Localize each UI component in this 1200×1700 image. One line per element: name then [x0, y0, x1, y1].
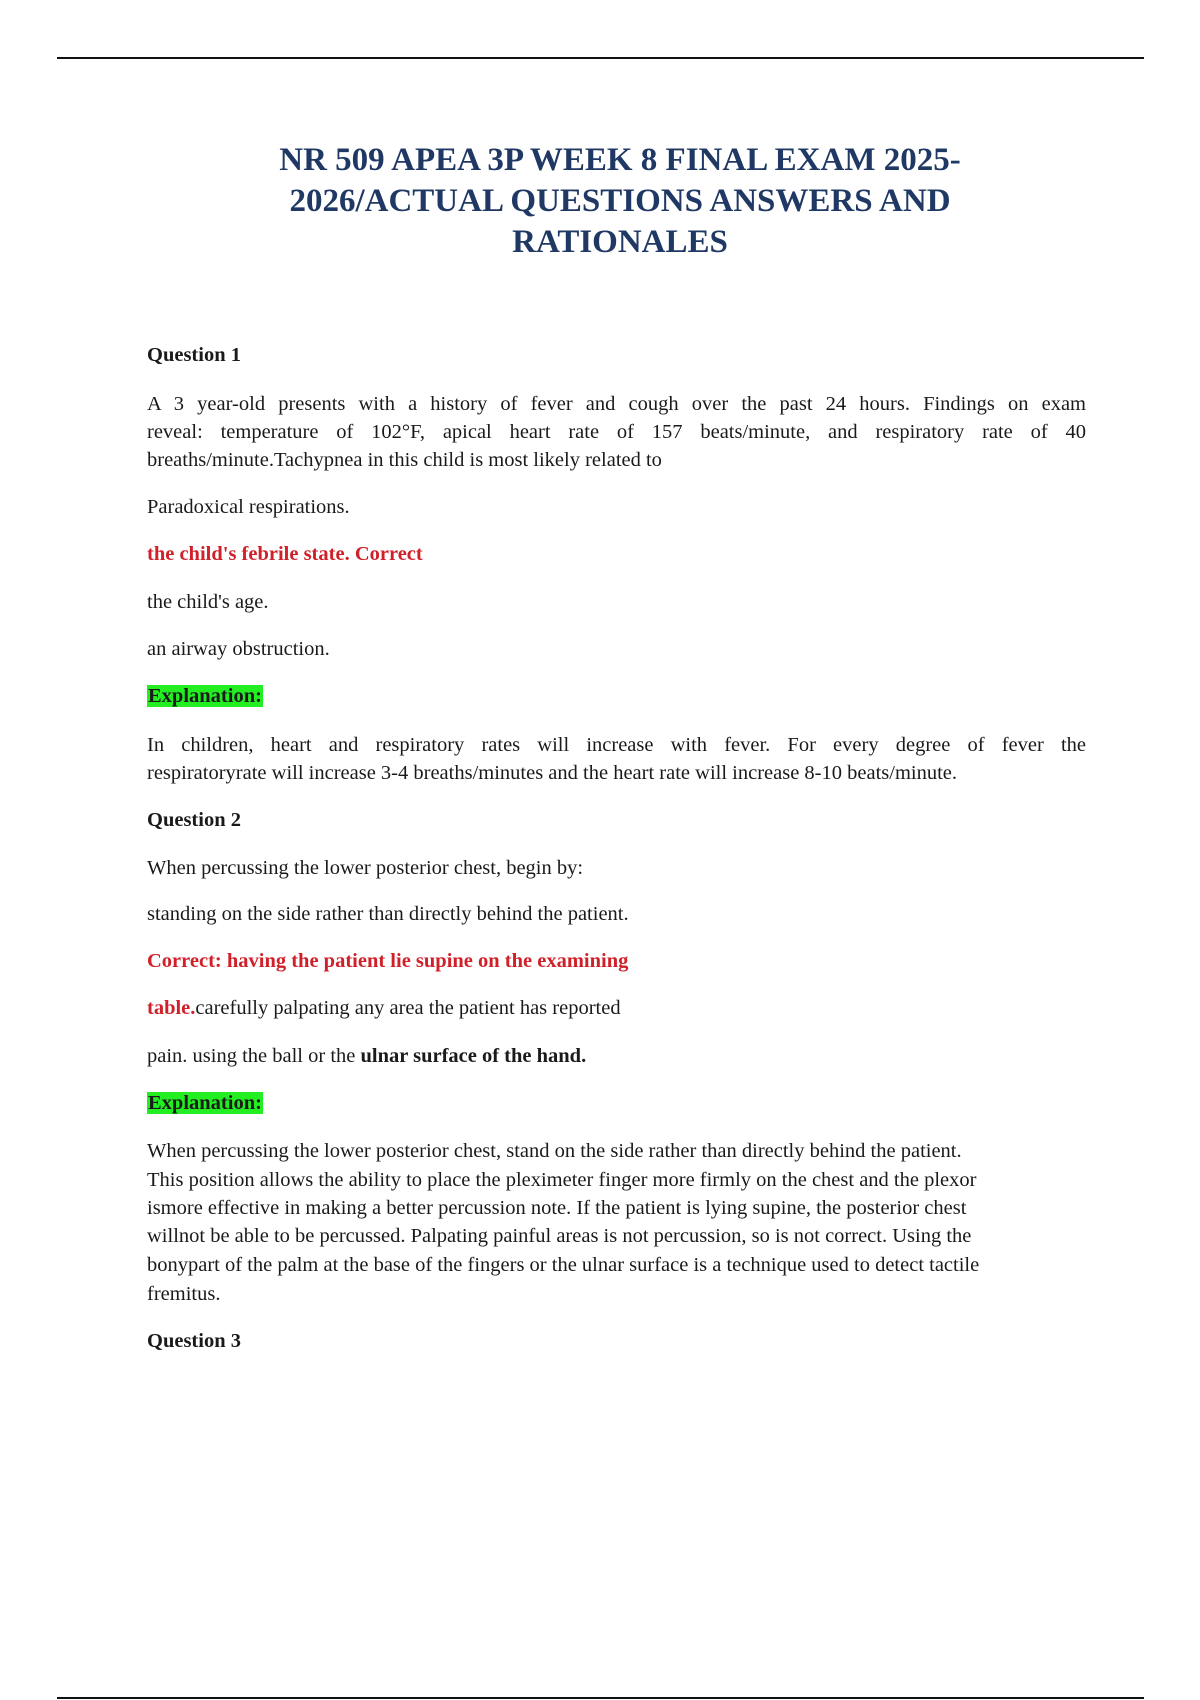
question-1-stem-line: reveal: temperature of 102°F, apical heart rate of 157 beats/minute, and respiratory rate of 40	[147, 421, 1086, 443]
bottom-rule	[57, 1697, 1144, 1699]
explanation-label: Explanation:	[148, 1092, 262, 1114]
explanation-line: willnot be able to be percussed. Palpating painful areas is not percussion, so is not correct. Using the	[147, 1225, 972, 1247]
explanation-line: fremitus.	[147, 1283, 221, 1305]
question-2-option-bold: ulnar surface of the hand.	[360, 1045, 587, 1067]
explanation-line: respiratoryrate will increase 3-4 breaths/minutes and the heart rate will increase 8-10 beats/minute.	[147, 762, 958, 784]
question-1-option: the child's age.	[147, 591, 269, 613]
question-3-heading: Question 3	[147, 1330, 241, 1352]
question-1-heading: Question 1	[147, 344, 241, 366]
question-2-stem: When percussing the lower posterior chest, begin by:	[147, 857, 584, 879]
question-1-correct-option: the child's febrile state. Correct	[147, 543, 423, 565]
explanation-line: bonypart of the palm at the base of the fingers or the ulnar surface is a technique used to detect tactile	[147, 1254, 980, 1276]
question-1-option: an airway obstruction.	[147, 638, 330, 660]
title-line-2: 2026/ACTUAL QUESTIONS ANSWERS AND	[289, 183, 951, 219]
question-2-correct-option-cont: table.	[147, 997, 196, 1019]
explanation-line: ismore effective in making a better percussion note. If the patient is lying supine, the posterior chest	[147, 1197, 967, 1219]
question-2-option-cont: pain. using the ball or the	[147, 1045, 361, 1067]
explanation-line: This position allows the ability to place the pleximeter finger more firmly on the chest and the plexor	[147, 1169, 977, 1191]
explanation-label: Explanation:	[148, 685, 262, 707]
question-1-stem-line: breaths/minute.Tachypnea in this child is most likely related to	[147, 449, 662, 471]
title-line-3: RATIONALES	[512, 224, 728, 260]
question-2-correct-option: Correct: having the patient lie supine on the examining	[147, 950, 629, 972]
document-title	[120, 140, 1120, 263]
explanation-line: In children, heart and respiratory rates will increase with fever. For every degree of fever the	[147, 734, 1086, 756]
question-2-heading: Question 2	[147, 809, 241, 831]
title-line-1: NR 509 APEA 3P WEEK 8 FINAL EXAM 2025-	[279, 142, 961, 178]
question-1-option: Paradoxical respirations.	[147, 496, 350, 518]
explanation-line: When percussing the lower posterior chest, stand on the side rather than directly behind the patient.	[147, 1140, 962, 1162]
question-2-option: carefully palpating any area the patient has reported	[195, 997, 621, 1019]
top-rule	[57, 57, 1144, 59]
question-2-option: standing on the side rather than directly behind the patient.	[147, 903, 629, 925]
question-1-stem-line: A 3 year-old presents with a history of fever and cough over the past 24 hours. Findings on exam	[147, 393, 1086, 415]
